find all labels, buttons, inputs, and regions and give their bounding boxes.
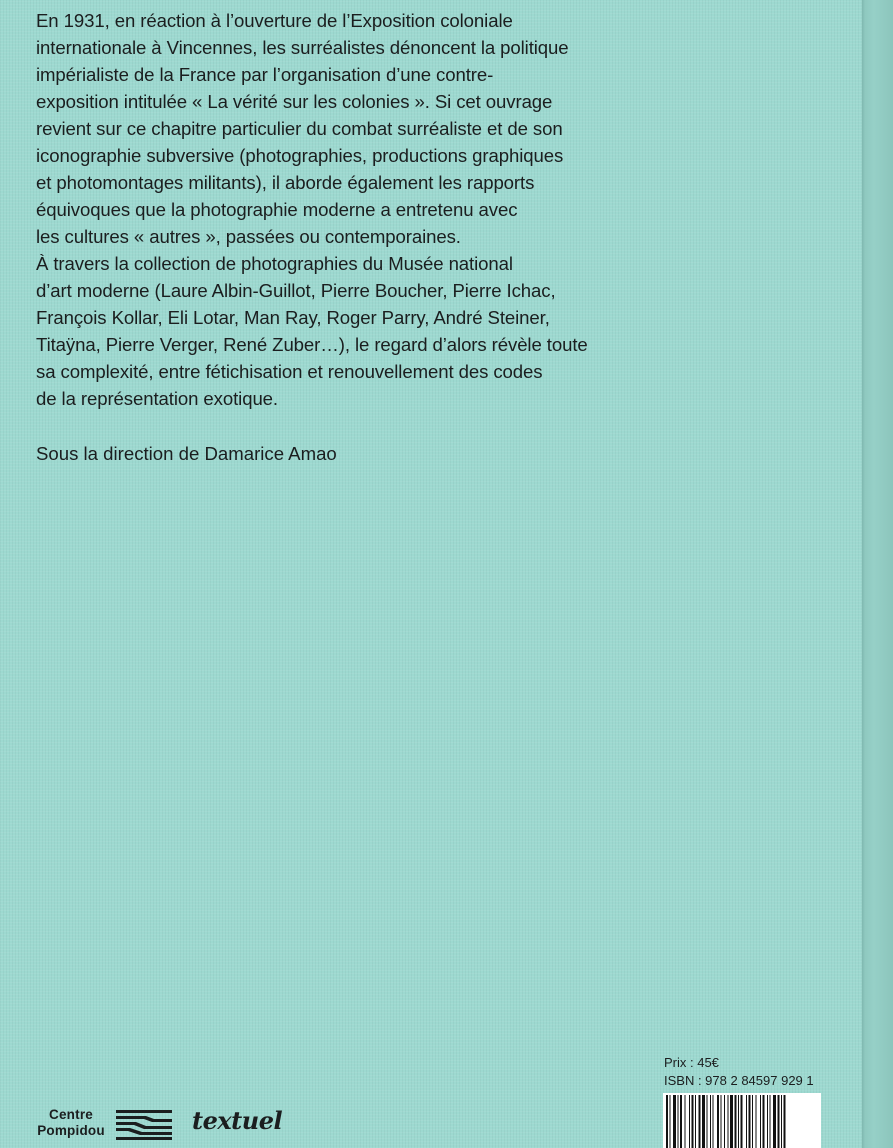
barcode-bar xyxy=(735,1095,737,1148)
barcode-bar xyxy=(666,1095,668,1148)
book-spine xyxy=(862,0,893,1148)
description-line: François Kollar, Eli Lotar, Man Ray, Roger Parry, André Steiner, xyxy=(36,307,550,328)
description-text xyxy=(36,7,726,412)
description-line: revient sur ce chapitre particulier du combat surréaliste et de son xyxy=(36,118,563,139)
isbn-label: ISBN : 978 2 84597 929 1 xyxy=(664,1073,814,1088)
barcode-bar xyxy=(695,1095,696,1148)
barcode-bar xyxy=(673,1095,676,1148)
barcode-bar xyxy=(781,1095,782,1148)
barcode-bar xyxy=(784,1095,786,1148)
centre-pompidou-logo-icon xyxy=(116,1110,172,1140)
barcode-bar xyxy=(685,1095,686,1148)
description-line: internationale à Vincennes, les surréalistes dénoncent la politique xyxy=(36,37,569,58)
textuel-logo: textuel xyxy=(192,1106,283,1135)
barcode-bar xyxy=(773,1095,776,1148)
description-line: d’art moderne (Laure Albin-Guillot, Pierre Boucher, Pierre Ichac, xyxy=(36,280,556,301)
barcode-bar xyxy=(767,1095,768,1148)
barcode-bar xyxy=(738,1095,739,1148)
barcode-bar xyxy=(756,1095,757,1148)
barcode-bar xyxy=(699,1095,701,1148)
description-line: Titaÿna, Pierre Verger, René Zuber…), le regard d’alors révèle toute xyxy=(36,334,588,355)
barcode-bar xyxy=(763,1095,765,1148)
price-label: Prix : 45€ xyxy=(664,1055,719,1070)
description-line: iconographie subversive (photographies, productions graphiques xyxy=(36,145,564,166)
description-line: de la représentation exotique. xyxy=(36,388,278,409)
barcode-bar xyxy=(702,1095,705,1148)
barcode-bar xyxy=(728,1095,729,1148)
centre-pompidou-logo-text xyxy=(36,1107,106,1139)
description-line: équivoques que la photographie moderne a entretenu avec xyxy=(36,199,518,220)
barcode-bar xyxy=(680,1095,682,1148)
barcode-bar xyxy=(760,1095,761,1148)
barcode-bar xyxy=(724,1095,725,1148)
description-line: sa complexité, entre fétichisation et renouvellement des codes xyxy=(36,361,543,382)
barcode-bar xyxy=(730,1095,733,1148)
barcode-icon xyxy=(663,1093,821,1148)
barcode-bar xyxy=(721,1095,722,1148)
barcode-bar xyxy=(670,1095,671,1148)
barcode-bar xyxy=(741,1095,743,1148)
barcode-bar xyxy=(749,1095,751,1148)
description-line: exposition intitulée « La vérité sur les colonies ». Si cet ouvrage xyxy=(36,91,553,112)
barcode-bar xyxy=(778,1095,780,1148)
barcode-bar xyxy=(717,1095,719,1148)
barcode-bar xyxy=(678,1095,679,1148)
barcode-bar xyxy=(746,1095,747,1148)
editor-credit: Sous la direction de Damarice Amao xyxy=(36,443,337,464)
description-line: impérialiste de la France par l’organisation d’une contre- xyxy=(36,64,494,85)
barcode-bar xyxy=(770,1095,771,1148)
description-line: À travers la collection de photographies du Musée national xyxy=(36,253,513,274)
barcode-bar xyxy=(713,1095,714,1148)
centre-pompidou-line1: Centre xyxy=(49,1107,93,1122)
description-line: et photomontages militants), il aborde également les rapports xyxy=(36,172,535,193)
description-line: les cultures « autres », passées ou contemporaines. xyxy=(36,226,461,247)
barcode-bar xyxy=(692,1095,694,1148)
barcode-bar xyxy=(710,1095,711,1148)
barcode-bar xyxy=(689,1095,690,1148)
description-line: En 1931, en réaction à l’ouverture de l’Exposition coloniale xyxy=(36,10,513,31)
barcode-bar xyxy=(707,1095,708,1148)
centre-pompidou-line2: Pompidou xyxy=(37,1123,105,1138)
barcode-bar xyxy=(752,1095,753,1148)
